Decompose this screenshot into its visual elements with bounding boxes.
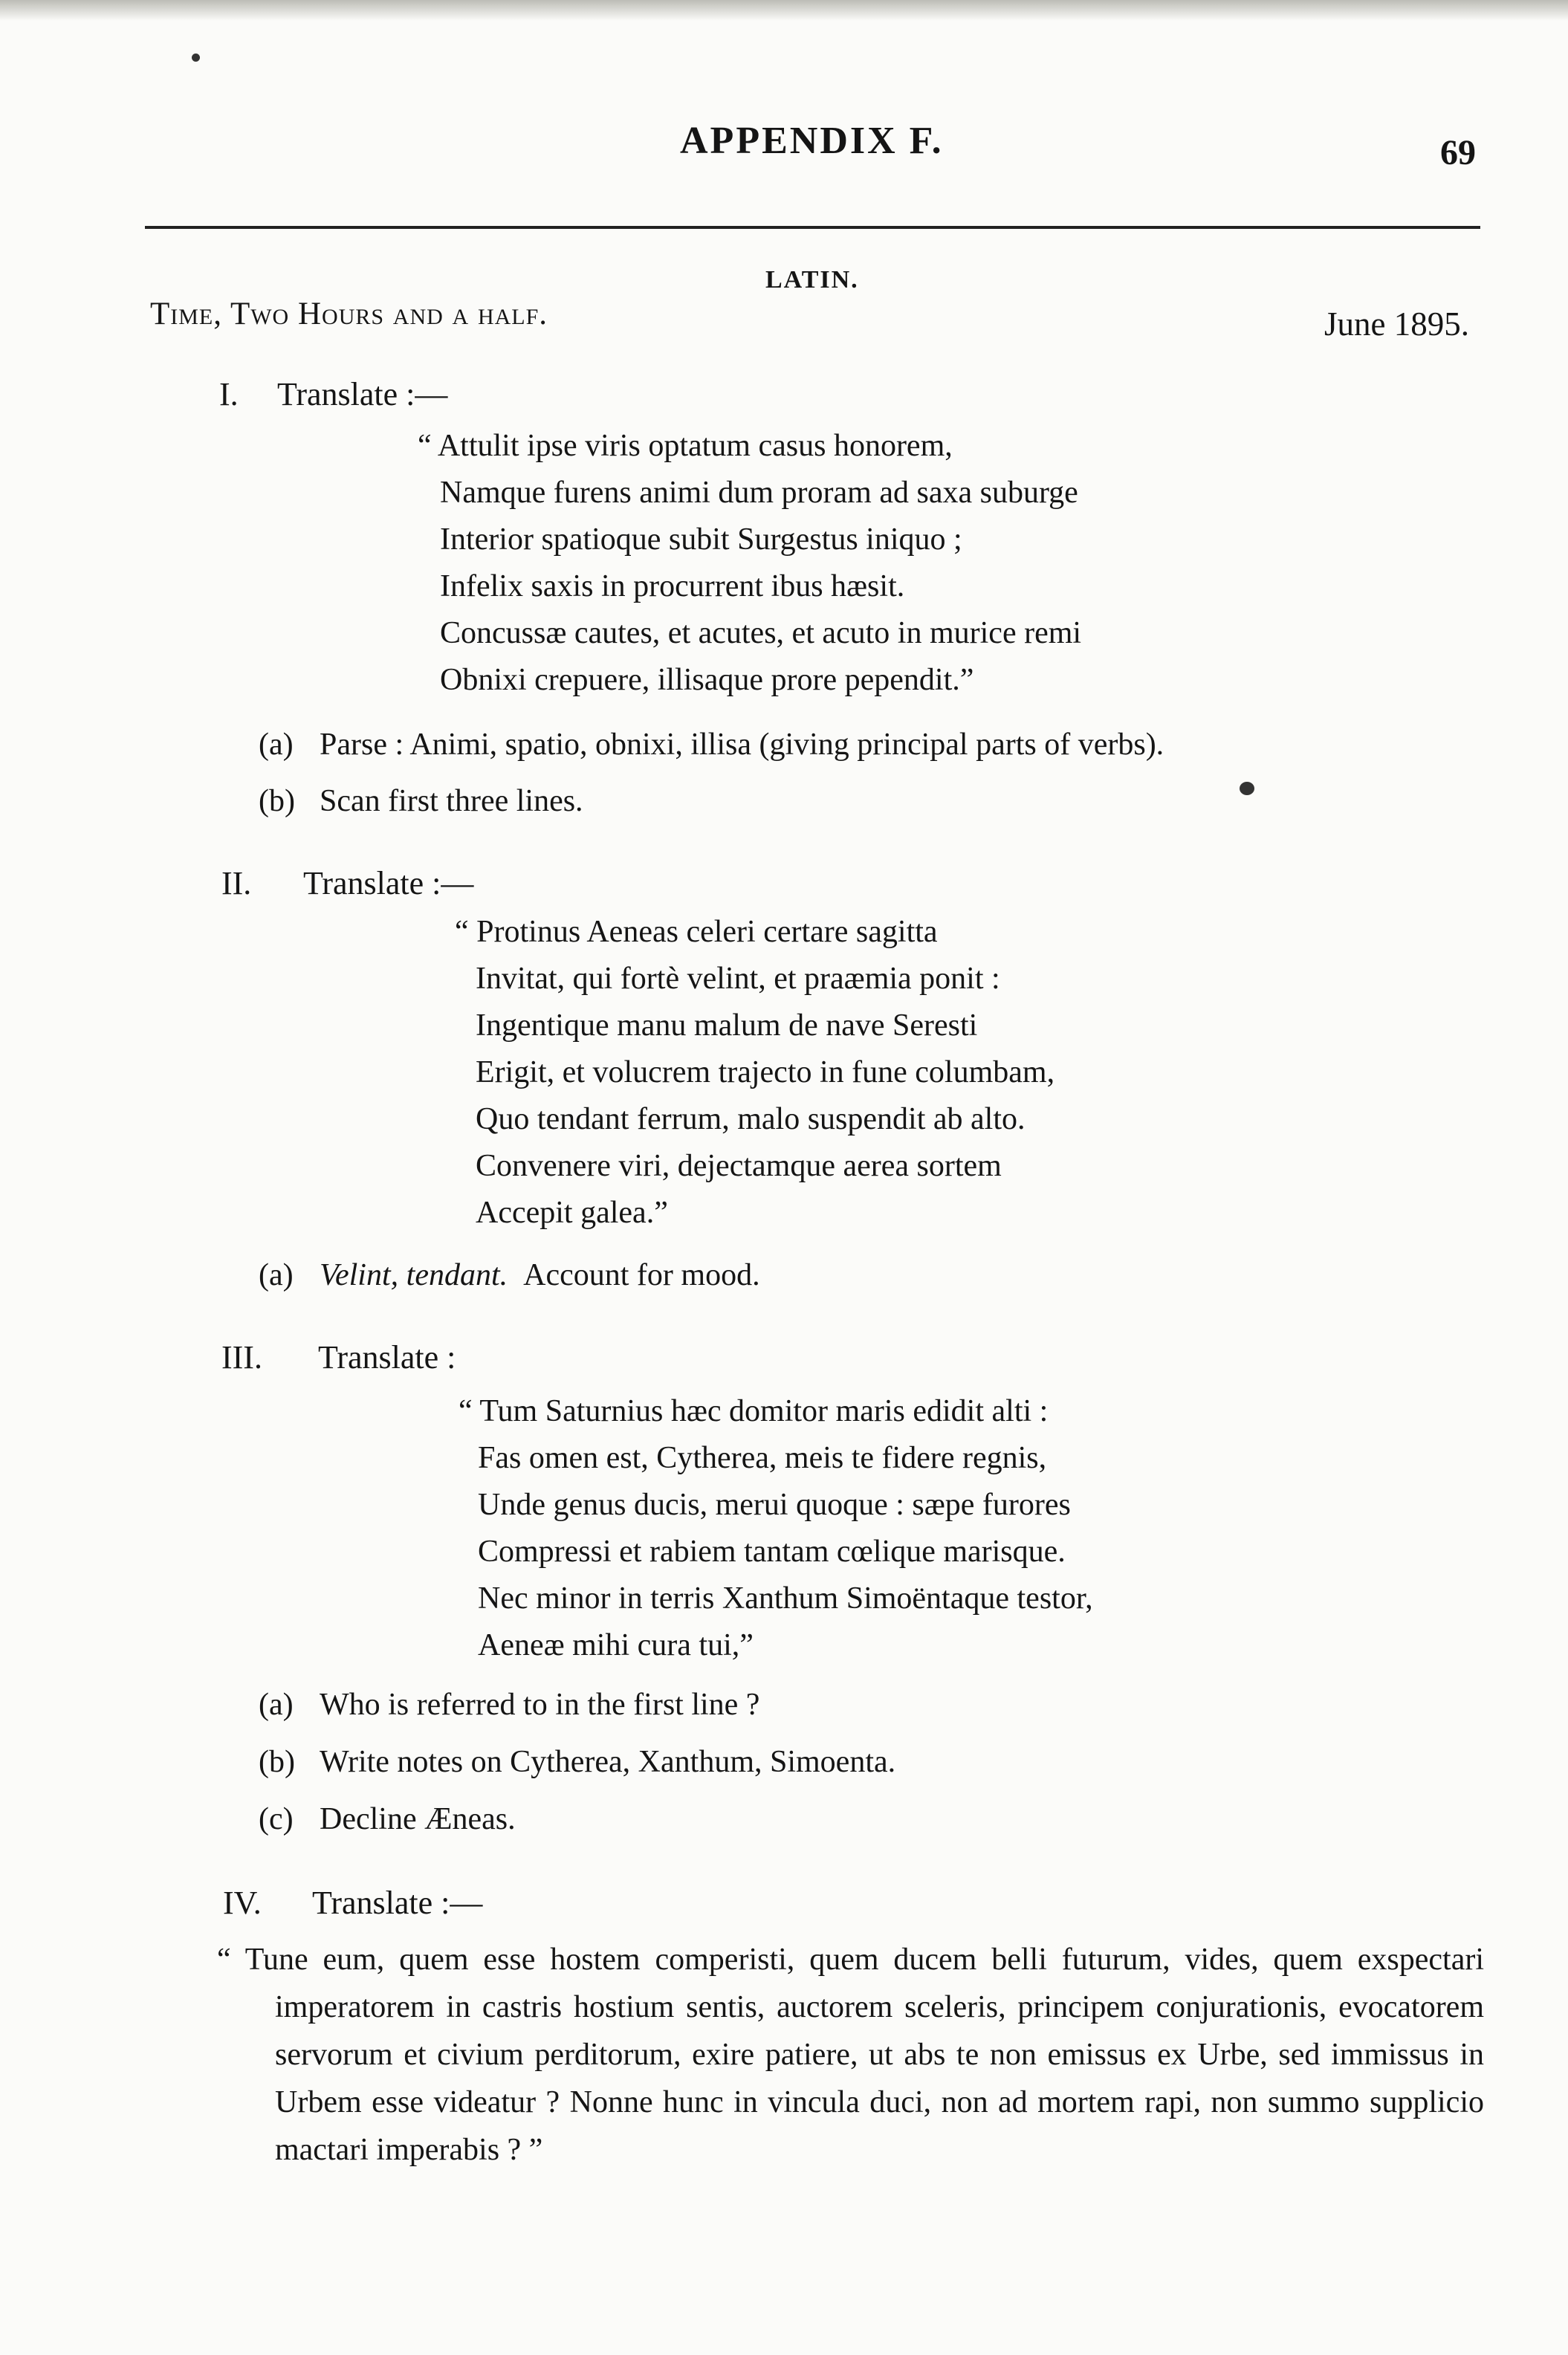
verse-line: Infelix saxis in procurrent ibus hæsit.: [440, 569, 905, 603]
question-4-heading: [223, 1884, 482, 1922]
question-3-sub-c: [259, 1801, 516, 1837]
verse-line: Erigit, et volucrem trajecto in fune columbam,: [476, 1055, 1055, 1089]
verse-line: “ Tum Saturnius hæc domitor maris edidit alti :: [459, 1394, 1049, 1428]
question-3-verse: [459, 1388, 1093, 1669]
question-number: III.: [221, 1339, 262, 1376]
question-instruction: Translate :—: [303, 865, 474, 901]
verse-line: Namque furens animi dum proram ad saxa suburge: [440, 476, 1078, 510]
question-number: II.: [221, 865, 252, 901]
question-instruction: Translate :—: [277, 376, 448, 412]
sub-text: Scan first three lines.: [320, 784, 583, 818]
verse-line: Unde genus ducis, merui quoque : sæpe furores: [478, 1488, 1071, 1522]
header-rule: [145, 226, 1480, 229]
scan-top-edge: [0, 0, 1568, 21]
verse-line: Fas omen est, Cytherea, meis te fidere regnis,: [478, 1441, 1047, 1475]
page-number: 69: [1440, 133, 1476, 172]
question-1-heading: [219, 375, 447, 413]
time-allowed: Time, Two Hours and a half.: [150, 297, 548, 331]
verse-line: “ Protinus Aeneas celeri certare sagitta: [455, 915, 938, 949]
verse-line: Aeneæ mihi cura tui,”: [478, 1628, 754, 1662]
verse-line: Ingentique manu malum de nave Seresti: [476, 1008, 978, 1043]
question-3-sub-a: [259, 1687, 759, 1723]
sub-label: (b): [259, 1745, 295, 1779]
question-2-verse: [455, 909, 1054, 1237]
exam-subject: LATIN.: [765, 266, 859, 294]
verse-line: Interior spatioque subit Surgestus iniquo ;: [440, 522, 962, 557]
question-2-heading: [221, 864, 473, 902]
question-instruction: Translate :: [318, 1339, 456, 1376]
sub-text: Account for mood.: [523, 1258, 760, 1292]
ink-speck: [192, 54, 200, 62]
sub-italic: Velint, tendant.: [320, 1258, 508, 1292]
verse-line: Nec minor in terris Xanthum Simoëntaque testor,: [478, 1581, 1093, 1616]
sub-text: Decline Æneas.: [320, 1802, 516, 1836]
question-instruction: Translate :—: [312, 1885, 483, 1921]
verse-line: Invitat, qui fortè velint, et praæmia ponit :: [476, 962, 1000, 996]
verse-line: Accepit galea.”: [476, 1196, 668, 1230]
sub-label: (a): [259, 728, 294, 762]
question-3-sub-b: [259, 1744, 895, 1780]
verse-line: Quo tendant ferrum, malo suspendit ab alto.: [476, 1102, 1026, 1136]
verse-line: Concussæ cautes, et acutes, et acuto in murice remi: [440, 616, 1082, 650]
question-1-sub-a: [259, 727, 1164, 762]
exam-date: June 1895.: [1324, 305, 1469, 343]
question-4-prose: “ Tune eum, quem esse hostem comperisti, quem ducem belli futurum, vides, quem exspectari imperatorem in castris hostium sentis, auctorem sceleris, principem conjurationis, evocatorem servorum et civium perditorum, exire patiere, ut abs te non emissus ex Urbe, sed immissus in Urbem esse videatur ? Nonne hunc in vincula duci, non ad mortem rapi, non summo supplicio mactari imperabis ? ”: [217, 1943, 1484, 2167]
question-2-sub-a: [259, 1257, 760, 1293]
verse-line: Convenere viri, dejectamque aerea sortem: [476, 1149, 1002, 1183]
verse-line: “ Attulit ipse viris optatum casus honorem,: [418, 429, 953, 463]
sub-label: (c): [259, 1802, 294, 1836]
question-1-verse: [418, 423, 1081, 704]
question-number: I.: [219, 376, 239, 412]
question-number: IV.: [223, 1885, 262, 1921]
verse-line: Obnixi crepuere, illisaque prore pependit.”: [440, 663, 974, 697]
verse-line: Compressi et rabiem tantam cœlique marisque.: [478, 1535, 1066, 1569]
sub-label: (a): [259, 1688, 294, 1722]
page-header-title: APPENDIX F.: [680, 120, 944, 162]
sub-label: (a): [259, 1258, 294, 1292]
sub-text: Who is referred to in the first line ?: [320, 1688, 760, 1722]
sub-text: Write notes on Cytherea, Xanthum, Simoenta.: [320, 1745, 896, 1779]
question-1-sub-b: [259, 783, 583, 819]
sub-text: Parse : Animi, spatio, obnixi, illisa (giving principal parts of verbs).: [320, 728, 1164, 762]
ink-speck: [1240, 782, 1254, 795]
sub-label: (b): [259, 784, 295, 818]
question-3-heading: [221, 1338, 456, 1376]
